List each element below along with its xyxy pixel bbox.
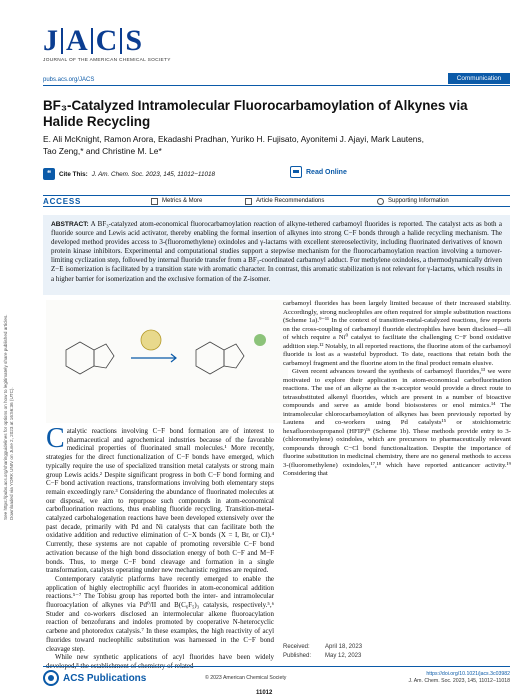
article-type-badge: Communication xyxy=(448,73,510,84)
title-line-1: BF₃-Catalyzed Intramolecular Fluorocarbamoylation of Alkynes via xyxy=(43,98,468,113)
body-column-right xyxy=(283,300,511,479)
authors-line-1[interactable]: E. Ali McKnight, Ramon Arora, Ekadashi Pradhan, Yuriko H. Fujisato, Ayonitemi J. Ajayi, Mark Lautens, xyxy=(43,134,424,144)
published-label: Published: xyxy=(283,653,312,659)
toc-scheme-graphic xyxy=(46,300,288,423)
body-paragraph: While new synthetic applications of acyl fluorides have been widely xyxy=(55,653,274,662)
abstract-text: A BF₃-catalyzed atom-economical fluorocarbamoylation reaction of alkyne-tethered carbamoyl fluorides is reported. The catalyst acts as both a fluoride source and Lewis acid activator, thereby enabling the formal insertion of alkynes into strong C−F bonds through a halide recycling mechanism. The developed method provides access to 3-(fluoromethylene) oxindoles and γ-lactams with excellent stereoselectivity, including fluorinated derivatives of known protein kinase inhibitors. Experimental and computational studies support a stepwise mechanism for the fluorocarbamoylation reaction involving a turnover-limiting cyclization step, followed by internal fluoride transfer from a BF₃-coordinated carbamoyl adduct. For methylene oxindoles, a thermodynamically driven Z−E isomerization is facilitated by a transition state with aromatic character. In contrast, this aromatic stabilization is not relevant for γ-lactams, which results in a higher barrier for isomerization and the exclusive formation of the Z-isomer. xyxy=(51,220,502,283)
access-label: ACCESS xyxy=(43,197,82,206)
metrics-icon xyxy=(151,198,158,205)
read-online-label: Read Online xyxy=(306,168,347,176)
acs-logo-icon xyxy=(43,670,59,686)
logo-letter-a: A xyxy=(66,24,88,57)
journal-name: JOURNAL OF THE AMERICAN CHEMICAL SOCIETY xyxy=(43,58,171,63)
metrics-link[interactable] xyxy=(151,198,202,205)
published-value: May 12, 2023 xyxy=(325,653,362,659)
acs-publications-logo[interactable] xyxy=(43,670,146,686)
footer-divider xyxy=(43,666,510,667)
abstract xyxy=(43,215,510,295)
toc-graphic xyxy=(46,300,288,423)
article-title xyxy=(43,98,483,129)
received-label: Received: xyxy=(283,644,310,650)
sharing-guidelines-line[interactable]: See https://pubs.acs.org/sharingguidelines for options on how to legitimately share published articles. xyxy=(3,314,8,520)
logo-letter-c: C xyxy=(95,24,118,57)
supporting-info-icon xyxy=(377,198,384,205)
header-divider xyxy=(43,85,510,86)
journal-url-link[interactable]: pubs.acs.org/JACS xyxy=(43,77,95,83)
quote-icon: ❝ xyxy=(43,168,55,180)
access-bar xyxy=(43,195,510,207)
supporting-info-link[interactable] xyxy=(377,198,449,205)
footer-citation: J. Am. Chem. Soc. 2023, 145, 11012−11018 xyxy=(408,678,510,684)
copyright: © 2023 American Chemical Society xyxy=(205,675,287,681)
metrics-label: Metrics & More xyxy=(162,198,203,204)
body-paragraph: Contemporary catalytic platforms have recently emerged to enable the application of highly electrophilic acyl fluorides in atom-economical addition reactions.⁵⁻⁷ The Tobisu group has reported both the inter- and intramolecular fluoroacylation of alkynes via Pd⁰/II and B(C₆F₅)₃ catalysis, respectively.⁵,⁶ Studer and co-workers disclosed an intermolecular alkene fluoroacylation reaction of benzofurans and indoles promoted by cooperative N-heterocyclic carbene and photoredox catalysis.⁷ In these examples, the high reactivity of acyl fluorides toward nucleophilic substitution was harnessed in the C−F bond cleavage step. xyxy=(46,574,274,653)
logo-letter-j: J xyxy=(43,24,58,57)
article-dates xyxy=(283,643,362,661)
authors-line-2[interactable]: Tao Zeng,* and Christine M. Le* xyxy=(43,145,162,156)
body-column-left xyxy=(46,423,274,671)
body-paragraph: Given recent advances toward the synthesis of carbamoyl fluorides,¹³ we were motivated to explore their application in atom-economical carbofluorination reactions. The use of an alkyne as the π-acceptor would provide a direct route to tetrasubstituted alkenyl fluorides, which are present in a number of bioactive compounds and serve as amide bond bioisosteres or enol mimics.¹⁴ The intramolecular chlorocarbamoylation of alkynes has been previously reported by Lautens and co-workers using Pd catalysts¹⁵ or stoichiometric hexafluoroisopropanol (HFIP)¹⁶ (Scheme 1b). These methods provide entry to 3-(chloromethylene) oxindoles, which are precursors to pharmaceutically relevant compounds through C−Cl bond functionalization. Despite the importance of fluorine substitution in medicinal chemistry, there are no general methods to access 3-(fluoromethylene) oxindoles,¹⁷,¹⁸ which have reported anticancer activity.¹⁹ Considering that xyxy=(283,368,511,477)
doi-link[interactable]: https://doi.org/10.1021/jacs.3c03982 xyxy=(426,671,510,677)
read-online-icon xyxy=(290,166,302,178)
cite-label: Cite This: xyxy=(59,170,88,178)
logo-divider xyxy=(61,28,63,54)
download-info-line: Downloaded via YORK UNIV on June 2, 2023 at 16:56:36 (UTC). xyxy=(9,387,14,520)
abstract-label: ABSTRACT: xyxy=(51,221,89,228)
paragraph-text: atalytic reactions involving C−F bond formation are of interest to pharmaceutical and agrochemical industries because of the favorable medicinal properties of fluorinated small molecules.¹ More recently, strategies for the direct functionalization of C−F bonds have emerged, which typically require the use of specialized transition metal catalysts or strong main group Lewis acids.² Despite significant progress in both C−F bond forming and C−F bond activation reactions, transformations involving both elementary steps remain exceedingly rare.³ Considering the abundance of fluorinated molecules at our disposal, we aim to repurpose such compounds in atom-economical carbofluorination reactions, thus enabling fluoride recycling. Transition-metal-catalyzed carbohalogenation reactions have been developed extensively over the past decade, primarily with Pd and Ni catalysts that can facilitate both the oxidative addition and reductive elimination of C−X bonds (X = I, Br, or Cl).⁴ Currently, these systems are not capable of promoting reversible C−F bond activation because of the high bond dissociation energy of both C−F and M−F bonds. Thus, to merge C−F bond cleavage and formation in a single transformation, catalysts operating under new mechanistic regimes are required. xyxy=(46,427,274,575)
read-online-button[interactable] xyxy=(290,166,347,178)
received-date xyxy=(283,643,362,652)
recommendations-link[interactable] xyxy=(245,198,324,205)
received-value: April 18, 2023 xyxy=(325,644,363,650)
title-line-2: Halide Recycling xyxy=(43,113,151,129)
journal-header xyxy=(43,26,501,70)
page-number: 11012 xyxy=(256,690,273,696)
logo-divider xyxy=(120,28,122,54)
logo-letter-s: S xyxy=(125,24,143,57)
cite-this[interactable] xyxy=(43,168,215,180)
doi-block xyxy=(380,671,510,685)
author-list xyxy=(43,134,493,157)
recommendations-icon xyxy=(245,198,252,205)
cite-text: J. Am. Chem. Soc. 2023, 145, 11012−11018 xyxy=(91,170,215,178)
jacs-logo[interactable] xyxy=(43,26,142,56)
drop-cap: C xyxy=(46,423,65,454)
published-date xyxy=(283,652,362,661)
recommendations-label: Article Recommendations xyxy=(256,198,325,204)
download-notice xyxy=(3,160,21,520)
supporting-info-label: Supporting Information xyxy=(388,198,449,204)
body-paragraph xyxy=(46,423,274,575)
download-sidebar xyxy=(0,160,24,520)
body-paragraph: carbamoyl fluorides has been largely limited because of their increased stability. Accordingly, strong nucleophiles are often required for simple substitution reactions (Scheme 1a).⁹⁻¹¹ In the context of transition-metal-catalyzed reactions, few reports on the cross-coupling of carbamoyl fluoride electrophiles have been disclosed—all of which require a Ni⁰ catalyst to facilitate the challenging C−F bond oxidative addition step.¹² Notably, in all reported reactions, the fluorine atom of the carbamoyl fluoride is lost as a wasteful byproduct. To date, reactions that retain both the carbamoyl fragment and the fluorine atom in the final product remain elusive. xyxy=(283,300,511,367)
publisher-name: ACS Publications xyxy=(63,672,147,684)
logo-divider xyxy=(91,28,93,54)
